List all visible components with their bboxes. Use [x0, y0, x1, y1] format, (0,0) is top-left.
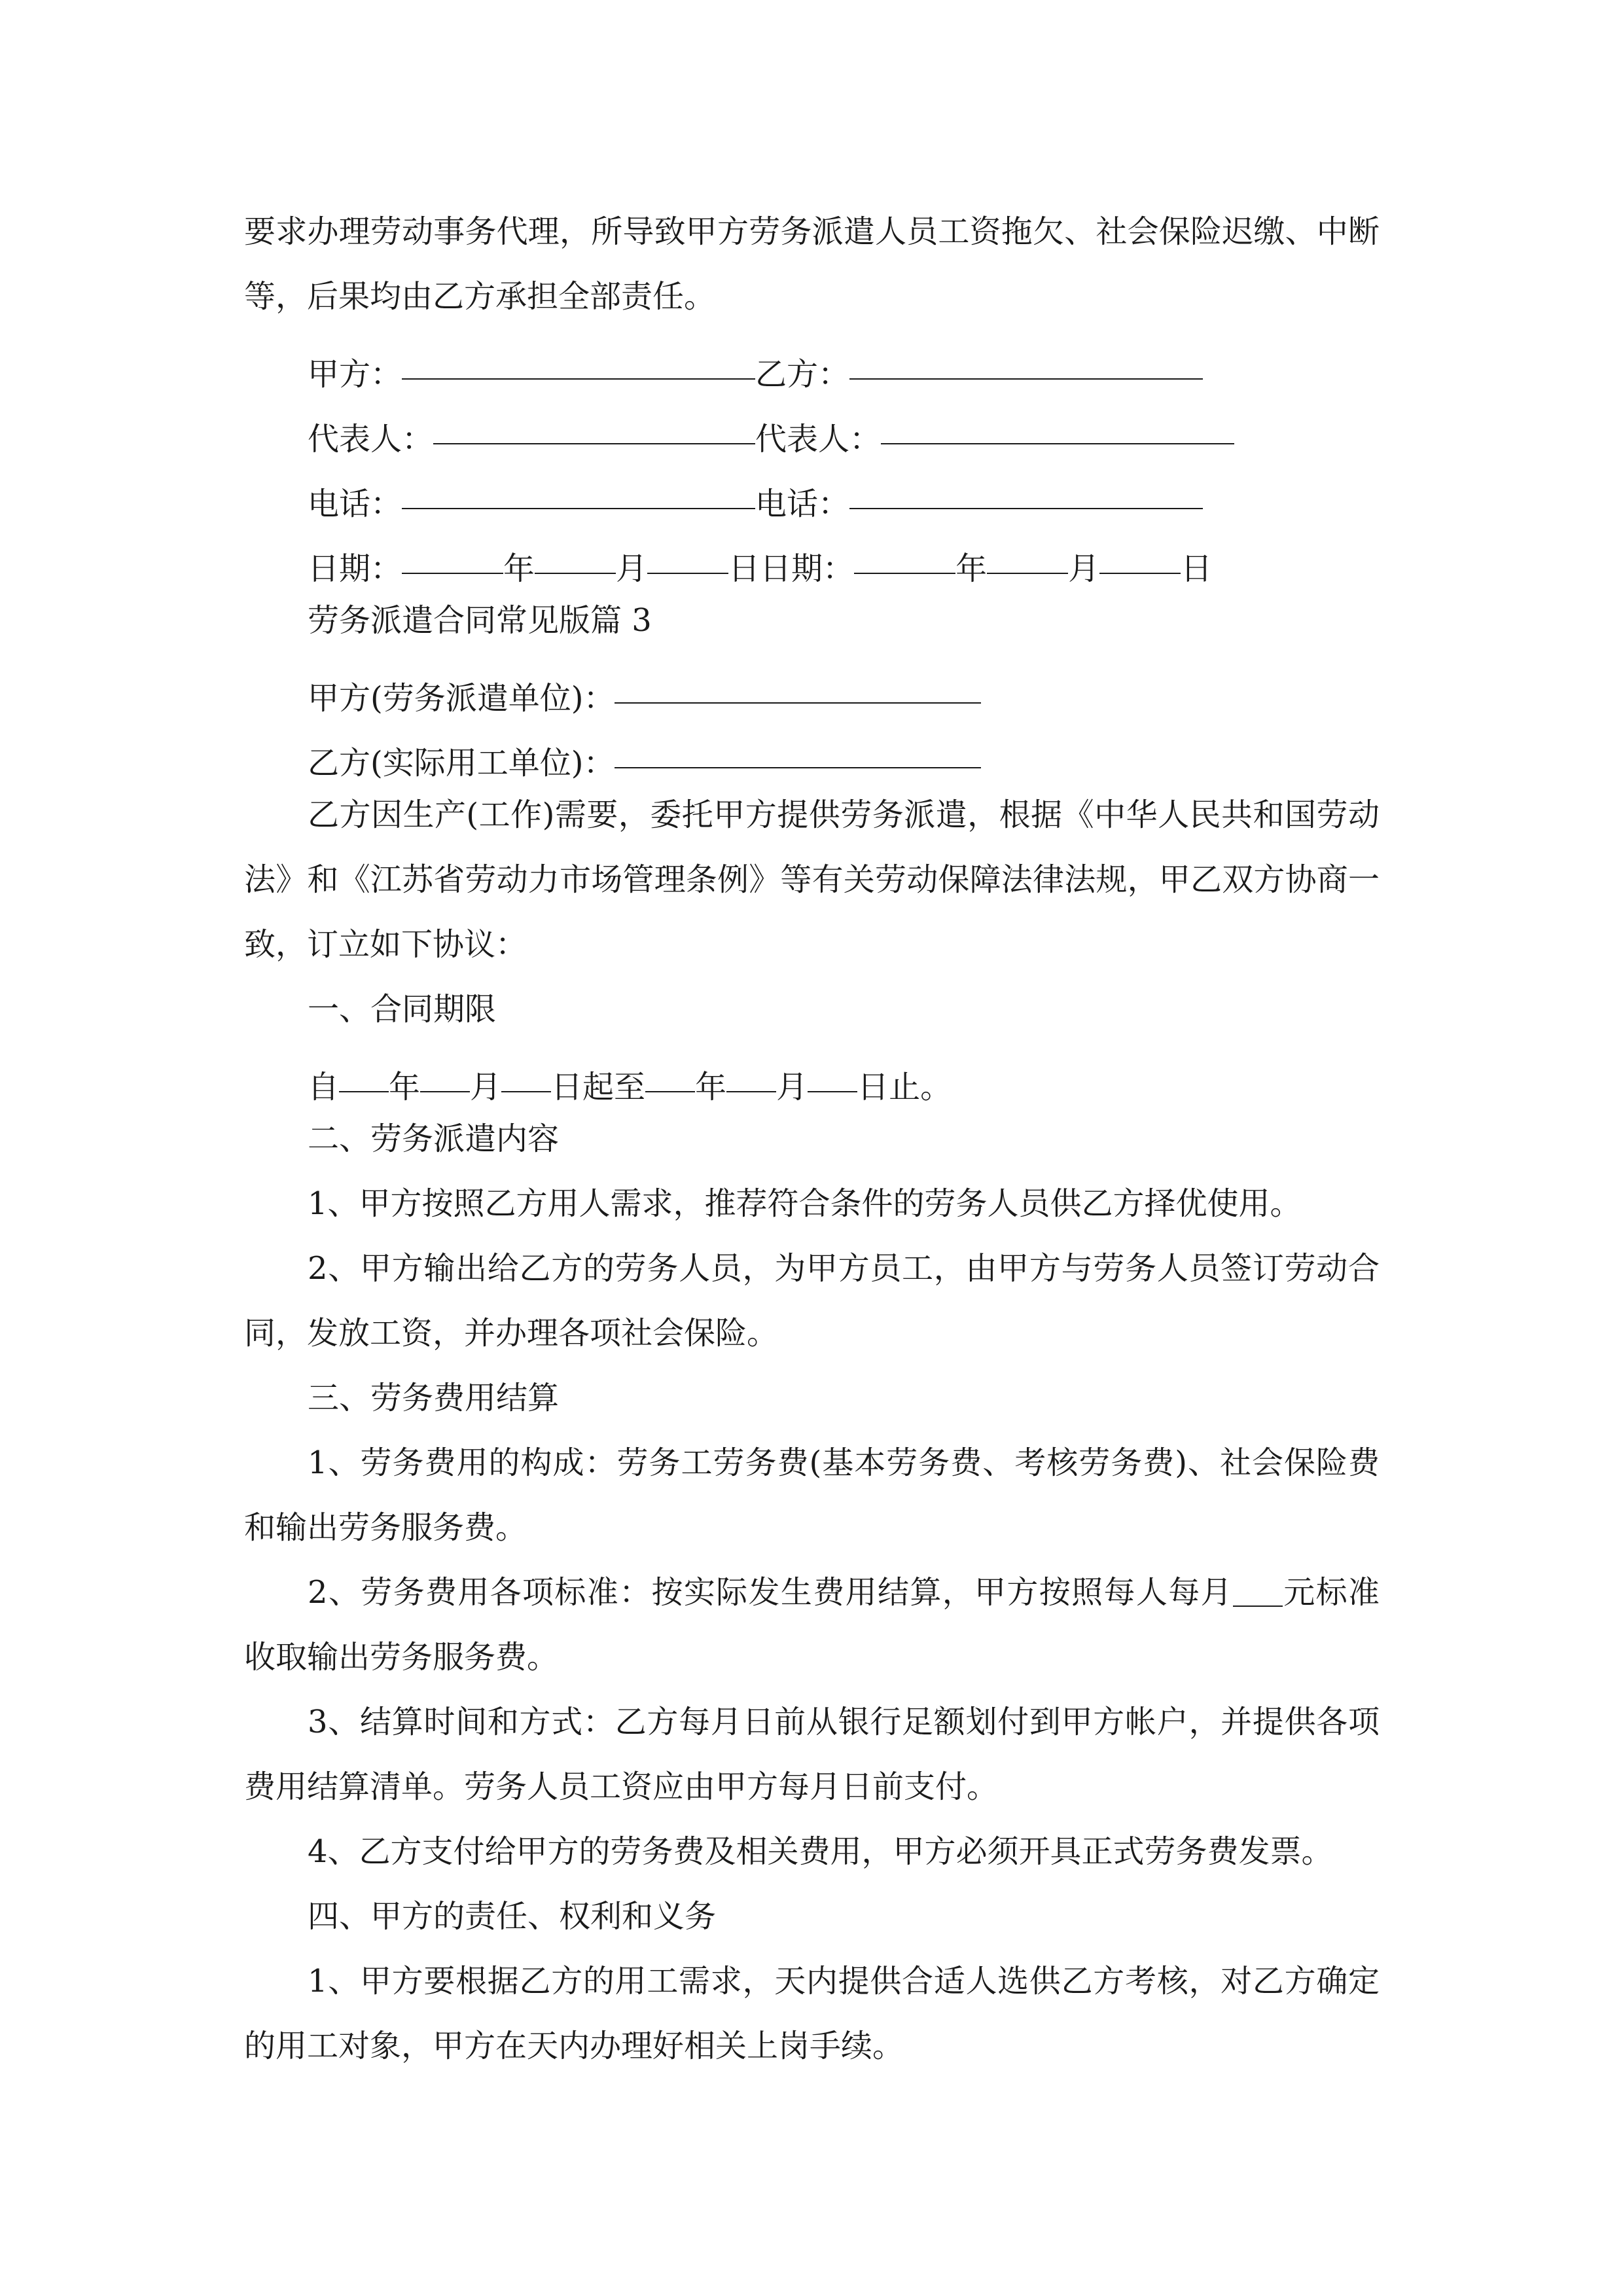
signature-representative-row [244, 394, 1380, 459]
term-from-day-blank [501, 1062, 551, 1092]
party-b-unit-blank [615, 738, 981, 768]
party-b-blank [849, 350, 1203, 380]
term-from-year-blank [339, 1062, 389, 1092]
party-b-unit-label: 乙方(实际用工单位)： [308, 745, 615, 781]
date-b-label: 日日期： [728, 550, 855, 587]
date-a-label: 日期： [308, 550, 402, 587]
rep-a-blank [433, 414, 755, 444]
clause-3-2-text-a: 2、劳务费用各项标准：按实际发生费用结算，甲方按照每人每月 [308, 1574, 1233, 1611]
heading-content: 二、劳务派遣内容 [308, 1121, 560, 1157]
party-a-label: 甲方： [308, 356, 402, 393]
date-a-day-blank [647, 544, 728, 574]
term-to-day: 日止。 [857, 1069, 952, 1105]
term-to-year: 年 [695, 1069, 727, 1105]
phone-a-label: 电话： [308, 486, 402, 522]
term-to-month: 月 [776, 1069, 808, 1105]
clause-2-1: 1、甲方按照乙方用人需求，推荐符合条件的劳务人员供乙方择优使用。 [308, 1185, 1302, 1222]
date-b-year-blank [854, 544, 955, 574]
party-a-unit-row [244, 653, 1380, 718]
date-b-month: 月 [1068, 550, 1100, 587]
clause-3-2-text-b: 元标准收取输出劳务服务费。 [244, 1574, 1380, 1676]
heading-term: 一、合同期限 [308, 991, 497, 1028]
clause-2-2: 2、甲方输出给乙方的劳务人员，为甲方员工，由甲方与劳务人员签订劳动合同，发放工资，并办理各项社会保险。 [244, 1250, 1380, 1352]
clause-3-1: 1、劳务费用的构成：劳务工劳务费(基本劳务费、考核劳务费)、社会保险费和输出劳务服务费。 [244, 1444, 1380, 1546]
document-body [244, 200, 1380, 2079]
term-row [244, 1042, 1380, 1107]
rep-b-label: 代表人： [755, 421, 882, 457]
party-a-unit-blank [615, 673, 981, 704]
signature-phone-row [244, 459, 1380, 524]
preamble-paragraph: 乙方因生产(工作)需要，委托甲方提供劳务派遣，根据《中华人民共和国劳动法》和《江苏省劳动力市场管理条例》等有关劳动保障法律法规，甲乙双方协商一致，订立如下协议： [244, 797, 1380, 963]
date-b-day: 日 [1181, 550, 1213, 587]
clause-3-3: 3、结算时间和方式：乙方每月日前从银行足额划付到甲方帐户，并提供各项费用结算清单。劳务人员工资应由甲方每月日前支付。 [244, 1704, 1380, 1805]
date-a-year-blank [402, 544, 503, 574]
heading-party-a-duties: 四、甲方的责任、权利和义务 [308, 1898, 717, 1935]
term-from-year: 年 [389, 1069, 421, 1105]
date-a-month-blank [535, 544, 616, 574]
party-a-unit-label: 甲方(劳务派遣单位)： [308, 680, 615, 717]
date-a-month: 月 [616, 550, 648, 587]
date-b-year: 年 [955, 550, 988, 587]
clause-3-2 [244, 1560, 1380, 1690]
phone-b-label: 电话： [755, 486, 850, 522]
rep-b-blank [881, 414, 1234, 444]
party-a-blank [402, 350, 755, 380]
term-from: 自 [308, 1069, 340, 1105]
signature-date-row [244, 524, 1380, 588]
phone-b-blank [849, 479, 1203, 509]
rep-a-label: 代表人： [308, 421, 434, 457]
term-to-day-blank [808, 1062, 857, 1092]
term-from-day: 日起至 [551, 1069, 646, 1105]
party-b-unit-row [244, 718, 1380, 783]
date-a-year: 年 [503, 550, 535, 587]
intro-paragraph: 要求办理劳动事务代理，所导致甲方劳务派遣人员工资拖欠、社会保险迟缴、中断等，后果均由乙方承担全部责任。 [244, 213, 1380, 315]
date-b-day-blank [1099, 544, 1181, 574]
clause-3-2-fee-blank [1233, 1579, 1283, 1607]
clause-4-1: 1、甲方要根据乙方的用工需求，天内提供合适人选供乙方考核，对乙方确定的用工对象，甲方在天内办理好相关上岗手续。 [244, 1963, 1380, 2064]
date-b-month-blank [987, 544, 1068, 574]
party-b-label: 乙方： [755, 356, 850, 393]
term-to-year-blank [645, 1062, 695, 1092]
clause-3-4: 4、乙方支付给甲方的劳务费及相关费用，甲方必须开具正式劳务费发票。 [308, 1833, 1333, 1870]
phone-a-blank [402, 479, 755, 509]
term-from-month: 月 [470, 1069, 502, 1105]
section-title: 劳务派遣合同常见版篇 3 [308, 602, 652, 639]
term-from-month-blank [420, 1062, 470, 1092]
term-to-month-blank [726, 1062, 776, 1092]
signature-party-row [244, 329, 1380, 394]
heading-settlement: 三、劳务费用结算 [308, 1380, 560, 1416]
